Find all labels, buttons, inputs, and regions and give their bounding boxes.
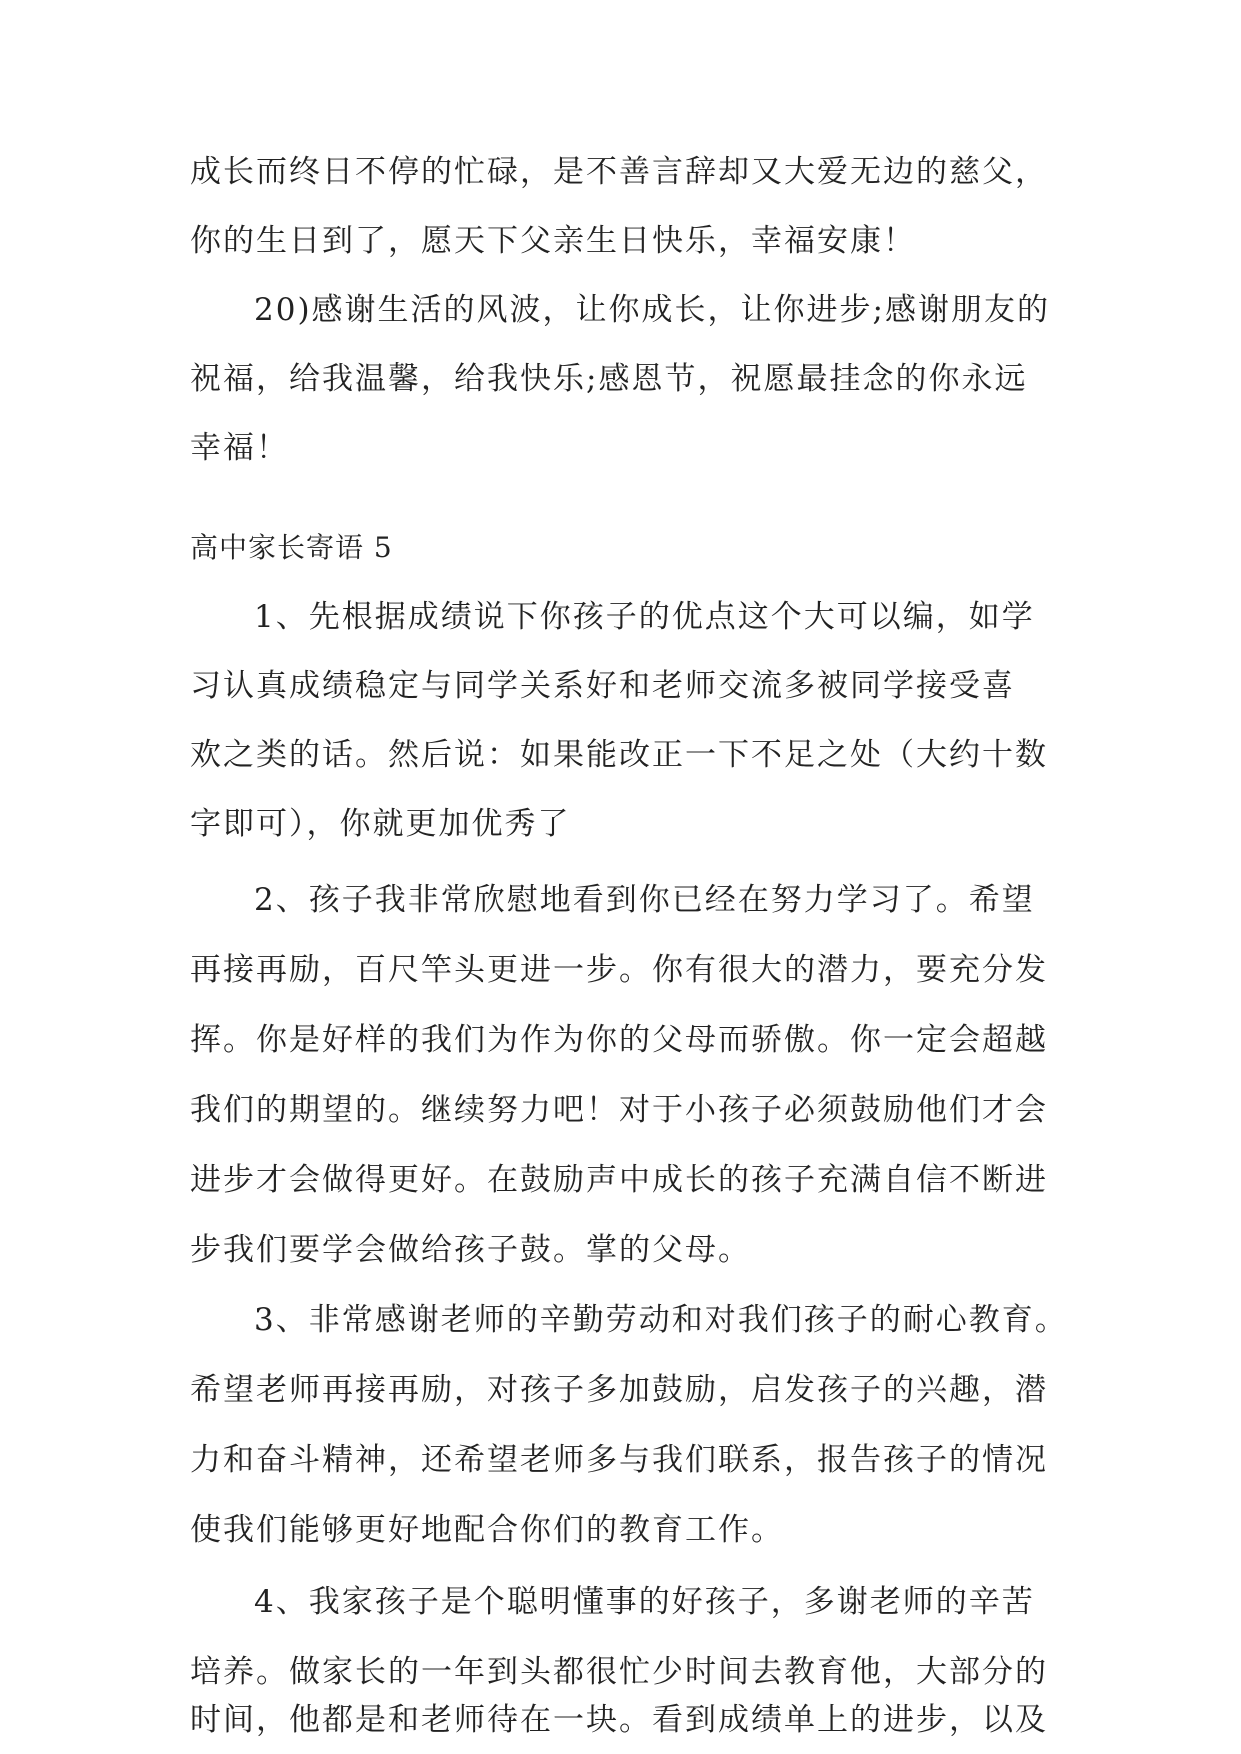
text-line: 3、非常感谢老师的辛勤劳动和对我们孩子的耐心教育。 xyxy=(254,1302,1068,1338)
section-heading: 高中家长寄语 5 xyxy=(190,531,393,564)
text-line: 祝福，给我温馨，给我快乐;感恩节，祝愿最挂念的你永远 xyxy=(190,361,1028,397)
text-line: 你的生日到了，愿天下父亲生日快乐，幸福安康！ xyxy=(190,223,916,259)
text-line: 幸福！ xyxy=(190,430,289,466)
text-line: 步我们要学会做给孩子鼓。掌的父母。 xyxy=(190,1232,751,1268)
text-line: 习认真成绩稳定与同学关系好和老师交流多被同学接受喜 xyxy=(190,668,1015,704)
text-line: 我们的期望的。继续努力吧！对于小孩子必须鼓励他们才会 xyxy=(190,1092,1048,1128)
text-line: 20)感谢生活的风波，让你成长，让你进步;感谢朋友的 xyxy=(254,292,1050,328)
text-line: 欢之类的话。然后说：如果能改正一下不足之处（大约十数 xyxy=(190,737,1048,773)
text-line: 4、我家孩子是个聪明懂事的好孩子，多谢老师的辛苦 xyxy=(254,1584,1035,1620)
text-line: 1、先根据成绩说下你孩子的优点这个大可以编，如学 xyxy=(254,599,1035,635)
text-line: 力和奋斗精神，还希望老师多与我们联系，报告孩子的情况 xyxy=(190,1442,1048,1478)
text-line: 2、孩子我非常欣慰地看到你已经在努力学习了。希望 xyxy=(254,882,1035,918)
text-line: 使我们能够更好地配合你们的教育工作。 xyxy=(190,1512,784,1548)
text-line: 挥。你是好样的我们为作为你的父母而骄傲。你一定会超越 xyxy=(190,1022,1048,1058)
text-line: 进步才会做得更好。在鼓励声中成长的孩子充满自信不断进 xyxy=(190,1162,1048,1198)
text-line: 字即可），你就更加优秀了 xyxy=(190,806,571,842)
text-line: 培养。做家长的一年到头都很忙少时间去教育他，大部分的 xyxy=(190,1654,1048,1690)
text-line: 再接再励，百尺竿头更进一步。你有很大的潜力，要充分发 xyxy=(190,952,1048,988)
text-line: 成长而终日不停的忙碌，是不善言辞却又大爱无边的慈父， xyxy=(190,154,1048,190)
text-line: 时间，他都是和老师待在一块。看到成绩单上的进步，以及 xyxy=(190,1702,1048,1738)
text-line: 希望老师再接再励，对孩子多加鼓励，启发孩子的兴趣，潜 xyxy=(190,1372,1048,1408)
